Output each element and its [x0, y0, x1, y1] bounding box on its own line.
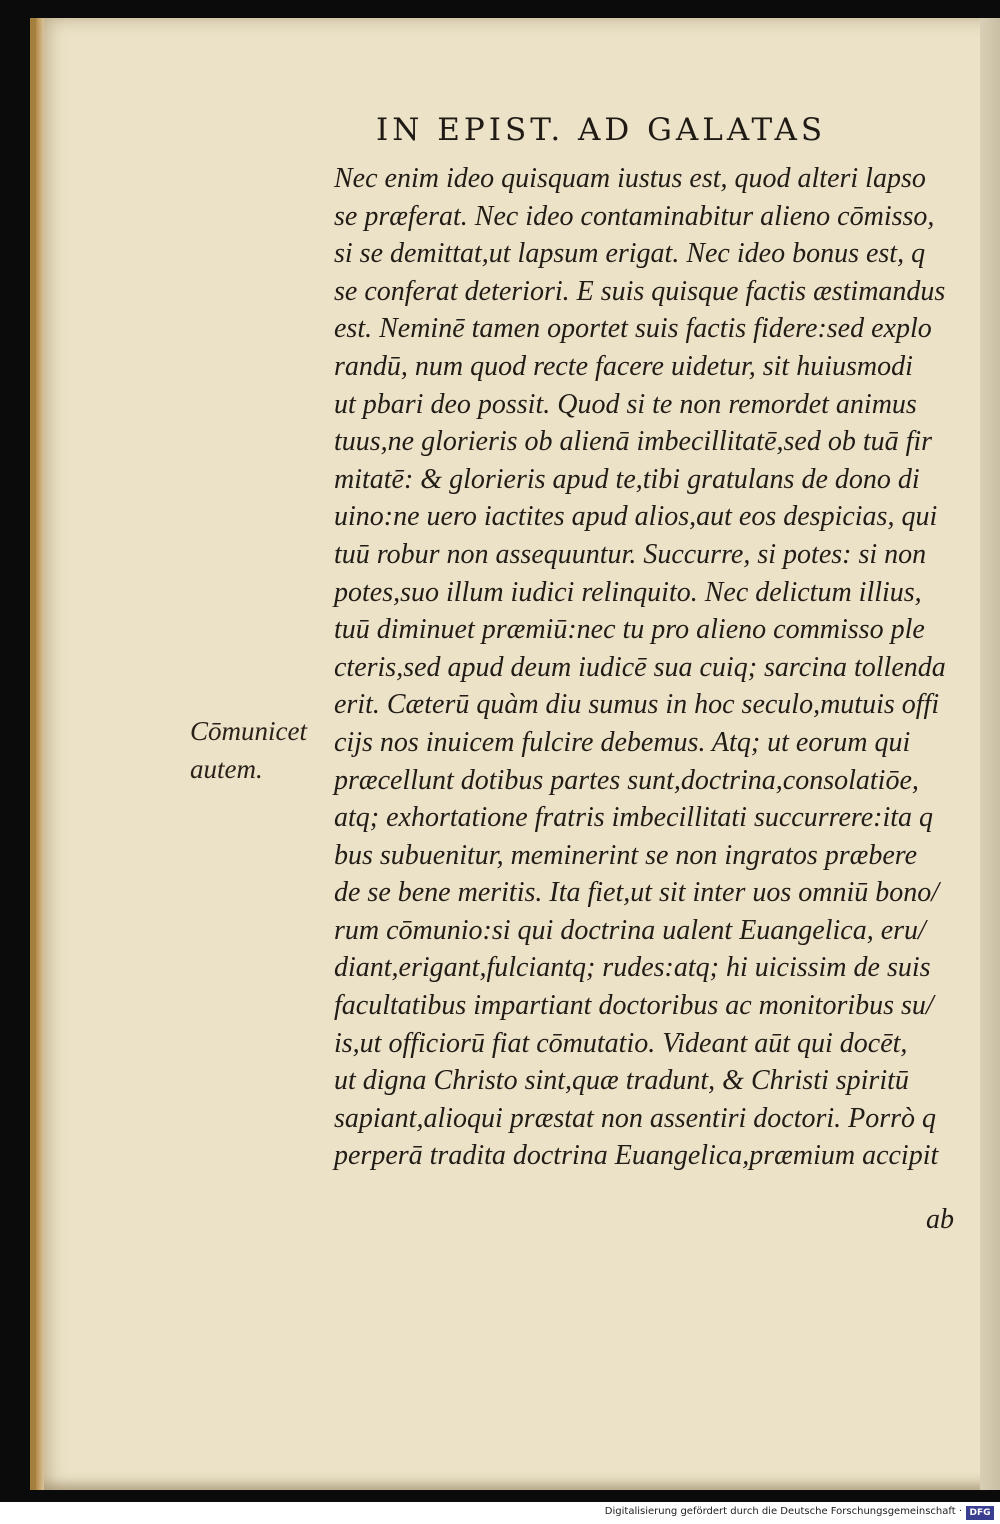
page-fore-edge — [980, 18, 1000, 1490]
text-line: mitatē: & glorieris apud te,tibi gratulans de dono di — [334, 463, 920, 495]
text-line: si se demittat,ut lapsum erigat. Nec ideo bonus est, q — [334, 238, 926, 270]
text-line: tuus,ne glorieris ob alienā imbecillitatē,sed ob tuā fir — [334, 426, 933, 458]
text-line: rum cōmunio:si qui doctrina ualent Euangelica, eru/ — [334, 914, 926, 946]
text-line: cteris,sed apud deum iudicē sua cuiq; sarcina tollenda — [334, 651, 946, 683]
text-line: erit. Cæterū quàm diu sumus in hoc seculo,mutuis offi — [334, 689, 940, 721]
margin-note — [190, 712, 325, 788]
text-line: randū, num quod recte facere uidetur, sit huiusmodi — [334, 350, 913, 382]
margin-note-line: Cōmunicet — [190, 716, 307, 746]
dfg-logo-icon: DFG — [966, 1506, 994, 1520]
footer-credit: Digitalisierung gefördert durch die Deutsche Forschungsgemeinschaft · — [604, 1506, 962, 1517]
text-line: perperā tradita doctrina Euangelica,præmium accipit — [334, 1140, 939, 1172]
text-line: est. Neminē tamen oportet suis factis fidere:sed explo — [334, 313, 932, 345]
text-line: uino:ne uero iactites apud alios,aut eos despicias, qui — [334, 501, 938, 533]
text-line: sapiant,alioqui præstat non assentiri doctori. Porrò q — [334, 1102, 937, 1134]
text-line: ut digna Christo sint,quæ tradunt, & Christi spiritū — [334, 1065, 909, 1097]
text-line: bus subuenitur, meminerint se non ingratos præbere — [334, 839, 918, 871]
text-line: se conferat deteriori. E suis quisque factis æstimandus — [334, 275, 946, 307]
text-line: de se bene meritis. Ita fiet,ut sit inter uos omniū bono/ — [334, 877, 940, 909]
text-line: potes,suo illum iudici relinquito. Nec delictum illius, — [334, 576, 922, 608]
running-head: IN EPIST. AD GALATAS — [376, 112, 827, 148]
body-text — [334, 160, 954, 1175]
text-line: diant,erigant,fulciantq; rudes:atq; hi uicissim de suis — [334, 952, 931, 984]
text-line: præcellunt dotibus partes sunt,doctrina,consolatiōe, — [334, 764, 919, 796]
text-line: is,ut officiorū fiat cōmutatio. Videant aūt qui docēt, — [334, 1027, 908, 1059]
catchword: ab — [926, 1204, 954, 1235]
text-line: Nec enim ideo quisquam iustus est, quod alteri lapso — [334, 163, 926, 194]
text-line: tuū robur non assequuntur. Succurre, si potes: si non — [334, 538, 927, 570]
text-line: atq; exhortatione fratris imbecillitati succurrere:ita q — [334, 802, 934, 834]
text-line: se præferat. Nec ideo contaminabitur alieno cōmisso, — [334, 200, 935, 232]
margin-note-line: autem. — [190, 754, 263, 784]
text-line: tuū diminuet præmiū:nec tu pro alieno commisso ple — [334, 614, 925, 646]
footer-bar — [0, 1502, 1000, 1524]
page-spine-edge — [36, 18, 44, 1490]
text-line: ut pbari deo possit. Quod si te non remordet animus — [334, 388, 917, 420]
text-line: facultatibus impartiant doctoribus ac monitoribus su/ — [334, 990, 934, 1022]
text-line: cijs nos inuicem fulcire debemus. Atq; ut eorum qui — [334, 726, 911, 758]
